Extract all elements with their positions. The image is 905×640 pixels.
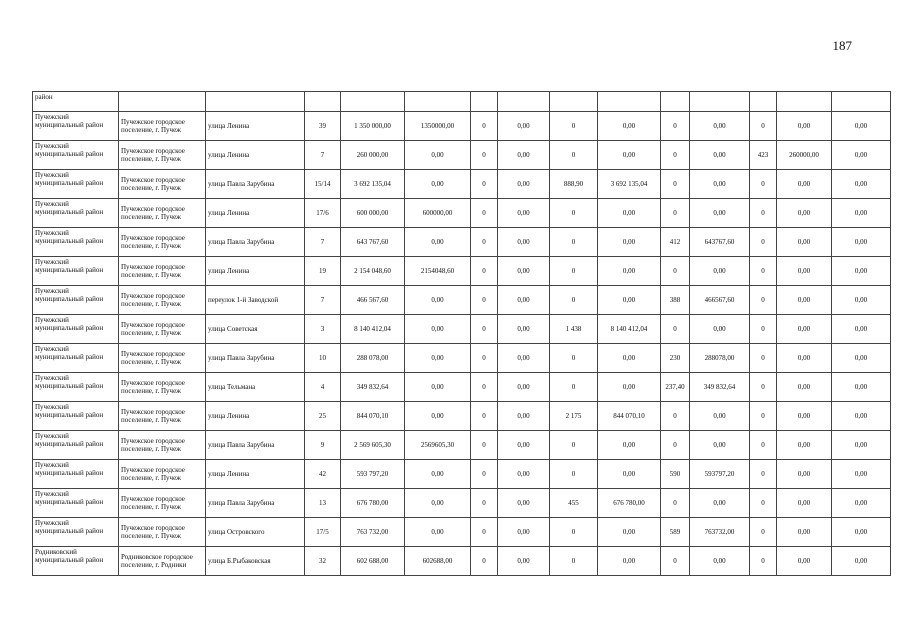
value-cell: 0,00 (498, 547, 550, 576)
table-row (33, 286, 891, 315)
settlement-cell: Пучежское городское поселение, г. Пучеж (119, 170, 206, 199)
value-cell: 0,00 (832, 257, 891, 286)
house-number-cell: 4 (305, 373, 341, 402)
municipality-cell: Пучежский муниципальный район (33, 460, 119, 489)
value-cell: 0,00 (405, 344, 471, 373)
value-cell: 0,00 (832, 431, 891, 460)
value-cell: 0,00 (690, 112, 750, 141)
street-cell: улица Павла Зарубина (206, 344, 305, 373)
total-cost-cell: 349 832,64 (341, 373, 405, 402)
value-cell: 0,00 (777, 518, 832, 547)
quantity-cell: 0 (550, 431, 598, 460)
quantity-cell: 0 (471, 547, 498, 576)
value-cell: 0,00 (405, 315, 471, 344)
quantity-cell: 0 (471, 402, 498, 431)
quantity-cell: 0 (471, 257, 498, 286)
street-cell: улица Павла Зарубина (206, 228, 305, 257)
house-number-cell: 13 (305, 489, 341, 518)
quantity-cell: 0 (550, 257, 598, 286)
settlement-cell: Пучежское городское поселение, г. Пучеж (119, 431, 206, 460)
quantity-cell: 0 (661, 547, 690, 576)
street-cell: улица Ленина (206, 460, 305, 489)
value-cell: 0,00 (498, 141, 550, 170)
value-cell: 0,00 (777, 460, 832, 489)
quantity-cell: 0 (750, 199, 777, 228)
quantity-cell: 0 (550, 199, 598, 228)
settlement-cell: Пучежское городское поселение, г. Пучеж (119, 460, 206, 489)
settlement-cell: Пучежское городское поселение, г. Пучеж (119, 402, 206, 431)
table-row (33, 373, 891, 402)
value-cell: 0,00 (598, 141, 661, 170)
value-cell: 0,00 (777, 112, 832, 141)
municipality-cell: Пучежский муниципальный район (33, 402, 119, 431)
value-cell: 0,00 (777, 373, 832, 402)
value-cell: 0,00 (598, 112, 661, 141)
total-cost-cell: 763 732,00 (341, 518, 405, 547)
total-cost-cell: 8 140 412,04 (341, 315, 405, 344)
value-cell: 0,00 (405, 402, 471, 431)
value-cell: 0,00 (690, 489, 750, 518)
total-cost-cell: 260 000,00 (341, 141, 405, 170)
quantity-cell: 0 (750, 170, 777, 199)
value-cell: 0,00 (498, 257, 550, 286)
house-number-cell: 7 (305, 141, 341, 170)
value-cell: 0,00 (498, 518, 550, 547)
quantity-cell: 237,40 (661, 373, 690, 402)
quantity-cell: 0 (471, 141, 498, 170)
municipality-cell: Родниковский муниципальный район (33, 547, 119, 576)
quantity-cell: 2 175 (550, 402, 598, 431)
value-cell: 0,00 (598, 286, 661, 315)
municipality-cell: Пучежский муниципальный район (33, 431, 119, 460)
quantity-cell: 0 (750, 402, 777, 431)
municipality-cell: Пучежский муниципальный район (33, 315, 119, 344)
quantity-cell: 455 (550, 489, 598, 518)
quantity-cell: 423 (750, 141, 777, 170)
quantity-cell: 0 (471, 518, 498, 547)
settlement-cell: Пучежское городское поселение, г. Пучеж (119, 228, 206, 257)
quantity-cell: 0 (661, 170, 690, 199)
table-row (33, 547, 891, 576)
table-row (33, 228, 891, 257)
total-cost-cell: 643 767,60 (341, 228, 405, 257)
value-cell: 0,00 (777, 257, 832, 286)
street-cell: улица Советская (206, 315, 305, 344)
page-number: 187 (832, 38, 852, 53)
value-cell: 0,00 (498, 402, 550, 431)
value-cell: 0,00 (598, 199, 661, 228)
settlement-cell: Родниковское городское поселение, г. Родники (119, 547, 206, 576)
table-row (33, 402, 891, 431)
street-cell: улица Ленина (206, 141, 305, 170)
quantity-cell: 0 (661, 402, 690, 431)
table-row (33, 460, 891, 489)
value-cell: 0,00 (498, 315, 550, 344)
quantity-cell: 412 (661, 228, 690, 257)
value-cell: 0,00 (498, 170, 550, 199)
quantity-cell: 0 (661, 315, 690, 344)
quantity-cell: 0 (550, 518, 598, 547)
quantity-cell: 0 (750, 315, 777, 344)
table-row (33, 489, 891, 518)
municipality-cell: Пучежский муниципальный район (33, 170, 119, 199)
value-cell: 0,00 (598, 547, 661, 576)
quantity-cell: 0 (750, 431, 777, 460)
house-number-cell: 9 (305, 431, 341, 460)
quantity-cell: 388 (661, 286, 690, 315)
table-row (33, 518, 891, 547)
value-cell: 0,00 (690, 402, 750, 431)
value-cell: 260000,00 (777, 141, 832, 170)
quantity-cell: 0 (661, 112, 690, 141)
value-cell: 0,00 (498, 489, 550, 518)
quantity-cell: 0 (750, 547, 777, 576)
house-number-cell: 7 (305, 286, 341, 315)
value-cell: 0,00 (405, 489, 471, 518)
house-number-cell: 3 (305, 315, 341, 344)
table-row (33, 141, 891, 170)
quantity-cell: 888,90 (550, 170, 598, 199)
quantity-cell: 0 (550, 141, 598, 170)
house-number-cell: 39 (305, 112, 341, 141)
quantity-cell: 0 (550, 228, 598, 257)
value-cell: 0,00 (832, 170, 891, 199)
value-cell: 0,00 (498, 373, 550, 402)
value-cell: 0,00 (598, 518, 661, 547)
street-cell: улица Павла Зарубина (206, 489, 305, 518)
continued-header-row (33, 92, 891, 112)
value-cell: 0,00 (777, 228, 832, 257)
total-cost-cell: 2 569 605,30 (341, 431, 405, 460)
settlement-cell: Пучежское городское поселение, г. Пучеж (119, 489, 206, 518)
quantity-cell: 0 (750, 518, 777, 547)
header-fragment: район (33, 92, 119, 112)
value-cell: 0,00 (690, 199, 750, 228)
value-cell: 0,00 (832, 199, 891, 228)
total-cost-cell: 600 000,00 (341, 199, 405, 228)
quantity-cell: 0 (550, 112, 598, 141)
settlement-cell: Пучежское городское поселение, г. Пучеж (119, 518, 206, 547)
quantity-cell: 0 (661, 199, 690, 228)
value-cell: 0,00 (498, 431, 550, 460)
value-cell: 288078,00 (690, 344, 750, 373)
value-cell: 0,00 (498, 199, 550, 228)
street-cell: улица Б.Рыбаковская (206, 547, 305, 576)
value-cell: 0,00 (777, 199, 832, 228)
settlement-cell: Пучежское городское поселение, г. Пучеж (119, 373, 206, 402)
value-cell: 0,00 (690, 170, 750, 199)
value-cell: 0,00 (498, 460, 550, 489)
settlement-cell: Пучежское городское поселение, г. Пучеж (119, 199, 206, 228)
table-row (33, 315, 891, 344)
quantity-cell: 0 (750, 228, 777, 257)
house-number-cell: 10 (305, 344, 341, 373)
value-cell: 1350000,00 (405, 112, 471, 141)
quantity-cell: 590 (661, 460, 690, 489)
settlement-cell: Пучежское городское поселение, г. Пучеж (119, 141, 206, 170)
value-cell: 0,00 (777, 402, 832, 431)
quantity-cell: 0 (661, 431, 690, 460)
value-cell: 0,00 (498, 228, 550, 257)
municipality-cell: Пучежский муниципальный район (33, 141, 119, 170)
value-cell: 593797,20 (690, 460, 750, 489)
quantity-cell: 230 (661, 344, 690, 373)
value-cell: 0,00 (498, 344, 550, 373)
value-cell: 0,00 (405, 518, 471, 547)
value-cell: 602688,00 (405, 547, 471, 576)
value-cell: 0,00 (598, 344, 661, 373)
settlement-cell: Пучежское городское поселение, г. Пучеж (119, 344, 206, 373)
settlement-cell: Пучежское городское поселение, г. Пучеж (119, 315, 206, 344)
value-cell: 0,00 (598, 373, 661, 402)
municipality-cell: Пучежский муниципальный район (33, 373, 119, 402)
value-cell: 0,00 (832, 460, 891, 489)
quantity-cell: 0 (750, 373, 777, 402)
municipality-cell: Пучежский муниципальный район (33, 257, 119, 286)
street-cell: улица Островского (206, 518, 305, 547)
value-cell: 676 780,00 (598, 489, 661, 518)
quantity-cell: 1 438 (550, 315, 598, 344)
value-cell: 0,00 (405, 373, 471, 402)
value-cell: 0,00 (598, 228, 661, 257)
value-cell: 0,00 (832, 286, 891, 315)
value-cell: 0,00 (832, 315, 891, 344)
municipality-cell: Пучежский муниципальный район (33, 489, 119, 518)
value-cell: 0,00 (832, 112, 891, 141)
value-cell: 0,00 (832, 489, 891, 518)
value-cell: 0,00 (777, 286, 832, 315)
house-number-cell: 17/6 (305, 199, 341, 228)
table-row (33, 112, 891, 141)
street-cell: улица Ленина (206, 112, 305, 141)
value-cell: 0,00 (405, 170, 471, 199)
value-cell: 0,00 (777, 431, 832, 460)
total-cost-cell: 1 350 000,00 (341, 112, 405, 141)
total-cost-cell: 2 154 048,60 (341, 257, 405, 286)
table-row (33, 431, 891, 460)
total-cost-cell: 602 688,00 (341, 547, 405, 576)
value-cell: 643767,60 (690, 228, 750, 257)
total-cost-cell: 593 797,20 (341, 460, 405, 489)
quantity-cell: 0 (471, 112, 498, 141)
street-cell: улица Ленина (206, 257, 305, 286)
quantity-cell: 0 (750, 489, 777, 518)
quantity-cell: 0 (661, 141, 690, 170)
quantity-cell: 0 (750, 460, 777, 489)
value-cell: 2154048,60 (405, 257, 471, 286)
value-cell: 844 070,10 (598, 402, 661, 431)
quantity-cell: 0 (471, 489, 498, 518)
value-cell: 3 692 135,04 (598, 170, 661, 199)
quantity-cell: 0 (471, 344, 498, 373)
house-number-cell: 19 (305, 257, 341, 286)
value-cell: 0,00 (832, 344, 891, 373)
quantity-cell: 0 (750, 344, 777, 373)
house-number-cell: 15/14 (305, 170, 341, 199)
value-cell: 0,00 (832, 228, 891, 257)
value-cell: 0,00 (690, 315, 750, 344)
value-cell: 0,00 (405, 286, 471, 315)
address-table (32, 91, 891, 576)
value-cell: 0,00 (690, 257, 750, 286)
quantity-cell: 0 (550, 344, 598, 373)
quantity-cell: 0 (471, 460, 498, 489)
value-cell: 0,00 (598, 431, 661, 460)
quantity-cell: 0 (471, 286, 498, 315)
value-cell: 763732,00 (690, 518, 750, 547)
quantity-cell: 0 (750, 257, 777, 286)
value-cell: 0,00 (777, 344, 832, 373)
municipality-cell: Пучежский муниципальный район (33, 518, 119, 547)
value-cell: 0,00 (832, 547, 891, 576)
municipality-cell: Пучежский муниципальный район (33, 344, 119, 373)
quantity-cell: 0 (471, 431, 498, 460)
total-cost-cell: 844 070,10 (341, 402, 405, 431)
total-cost-cell: 676 780,00 (341, 489, 405, 518)
value-cell: 0,00 (832, 402, 891, 431)
municipality-cell: Пучежский муниципальный район (33, 228, 119, 257)
settlement-cell: Пучежское городское поселение, г. Пучеж (119, 112, 206, 141)
value-cell: 0,00 (777, 489, 832, 518)
house-number-cell: 25 (305, 402, 341, 431)
value-cell: 0,00 (690, 431, 750, 460)
total-cost-cell: 288 078,00 (341, 344, 405, 373)
total-cost-cell: 3 692 135,04 (341, 170, 405, 199)
value-cell: 349 832,64 (690, 373, 750, 402)
value-cell: 600000,00 (405, 199, 471, 228)
quantity-cell: 0 (750, 286, 777, 315)
value-cell: 2569605,30 (405, 431, 471, 460)
table-row (33, 170, 891, 199)
value-cell: 0,00 (832, 518, 891, 547)
value-cell: 0,00 (498, 286, 550, 315)
value-cell: 0,00 (777, 170, 832, 199)
value-cell: 0,00 (832, 373, 891, 402)
table-row (33, 344, 891, 373)
quantity-cell: 0 (750, 112, 777, 141)
house-number-cell: 42 (305, 460, 341, 489)
value-cell: 0,00 (777, 547, 832, 576)
value-cell: 466567,60 (690, 286, 750, 315)
street-cell: переулок 1-й Заводской (206, 286, 305, 315)
settlement-cell: Пучежское городское поселение, г. Пучеж (119, 257, 206, 286)
value-cell: 0,00 (405, 228, 471, 257)
settlement-cell: Пучежское городское поселение, г. Пучеж (119, 286, 206, 315)
table-row (33, 257, 891, 286)
quantity-cell: 0 (550, 547, 598, 576)
value-cell: 8 140 412,04 (598, 315, 661, 344)
quantity-cell: 589 (661, 518, 690, 547)
house-number-cell: 7 (305, 228, 341, 257)
value-cell: 0,00 (405, 141, 471, 170)
street-cell: улица Павла Зарубина (206, 170, 305, 199)
house-number-cell: 32 (305, 547, 341, 576)
quantity-cell: 0 (471, 373, 498, 402)
value-cell: 0,00 (690, 547, 750, 576)
total-cost-cell: 466 567,60 (341, 286, 405, 315)
table-row (33, 199, 891, 228)
quantity-cell: 0 (661, 489, 690, 518)
quantity-cell: 0 (471, 228, 498, 257)
street-cell: улица Ленина (206, 199, 305, 228)
street-cell: улица Ленина (206, 402, 305, 431)
value-cell: 0,00 (690, 141, 750, 170)
house-number-cell: 17/5 (305, 518, 341, 547)
value-cell: 0,00 (498, 112, 550, 141)
quantity-cell: 0 (550, 286, 598, 315)
value-cell: 0,00 (405, 460, 471, 489)
street-cell: улица Павла Зарубина (206, 431, 305, 460)
value-cell: 0,00 (598, 460, 661, 489)
street-cell: улица Тельмана (206, 373, 305, 402)
quantity-cell: 0 (550, 460, 598, 489)
value-cell: 0,00 (598, 257, 661, 286)
municipality-cell: Пучежский муниципальный район (33, 286, 119, 315)
municipality-cell: Пучежский муниципальный район (33, 199, 119, 228)
value-cell: 0,00 (832, 141, 891, 170)
quantity-cell: 0 (661, 257, 690, 286)
quantity-cell: 0 (471, 315, 498, 344)
municipality-cell: Пучежский муниципальный район (33, 112, 119, 141)
quantity-cell: 0 (471, 199, 498, 228)
quantity-cell: 0 (550, 373, 598, 402)
value-cell: 0,00 (777, 315, 832, 344)
quantity-cell: 0 (471, 170, 498, 199)
